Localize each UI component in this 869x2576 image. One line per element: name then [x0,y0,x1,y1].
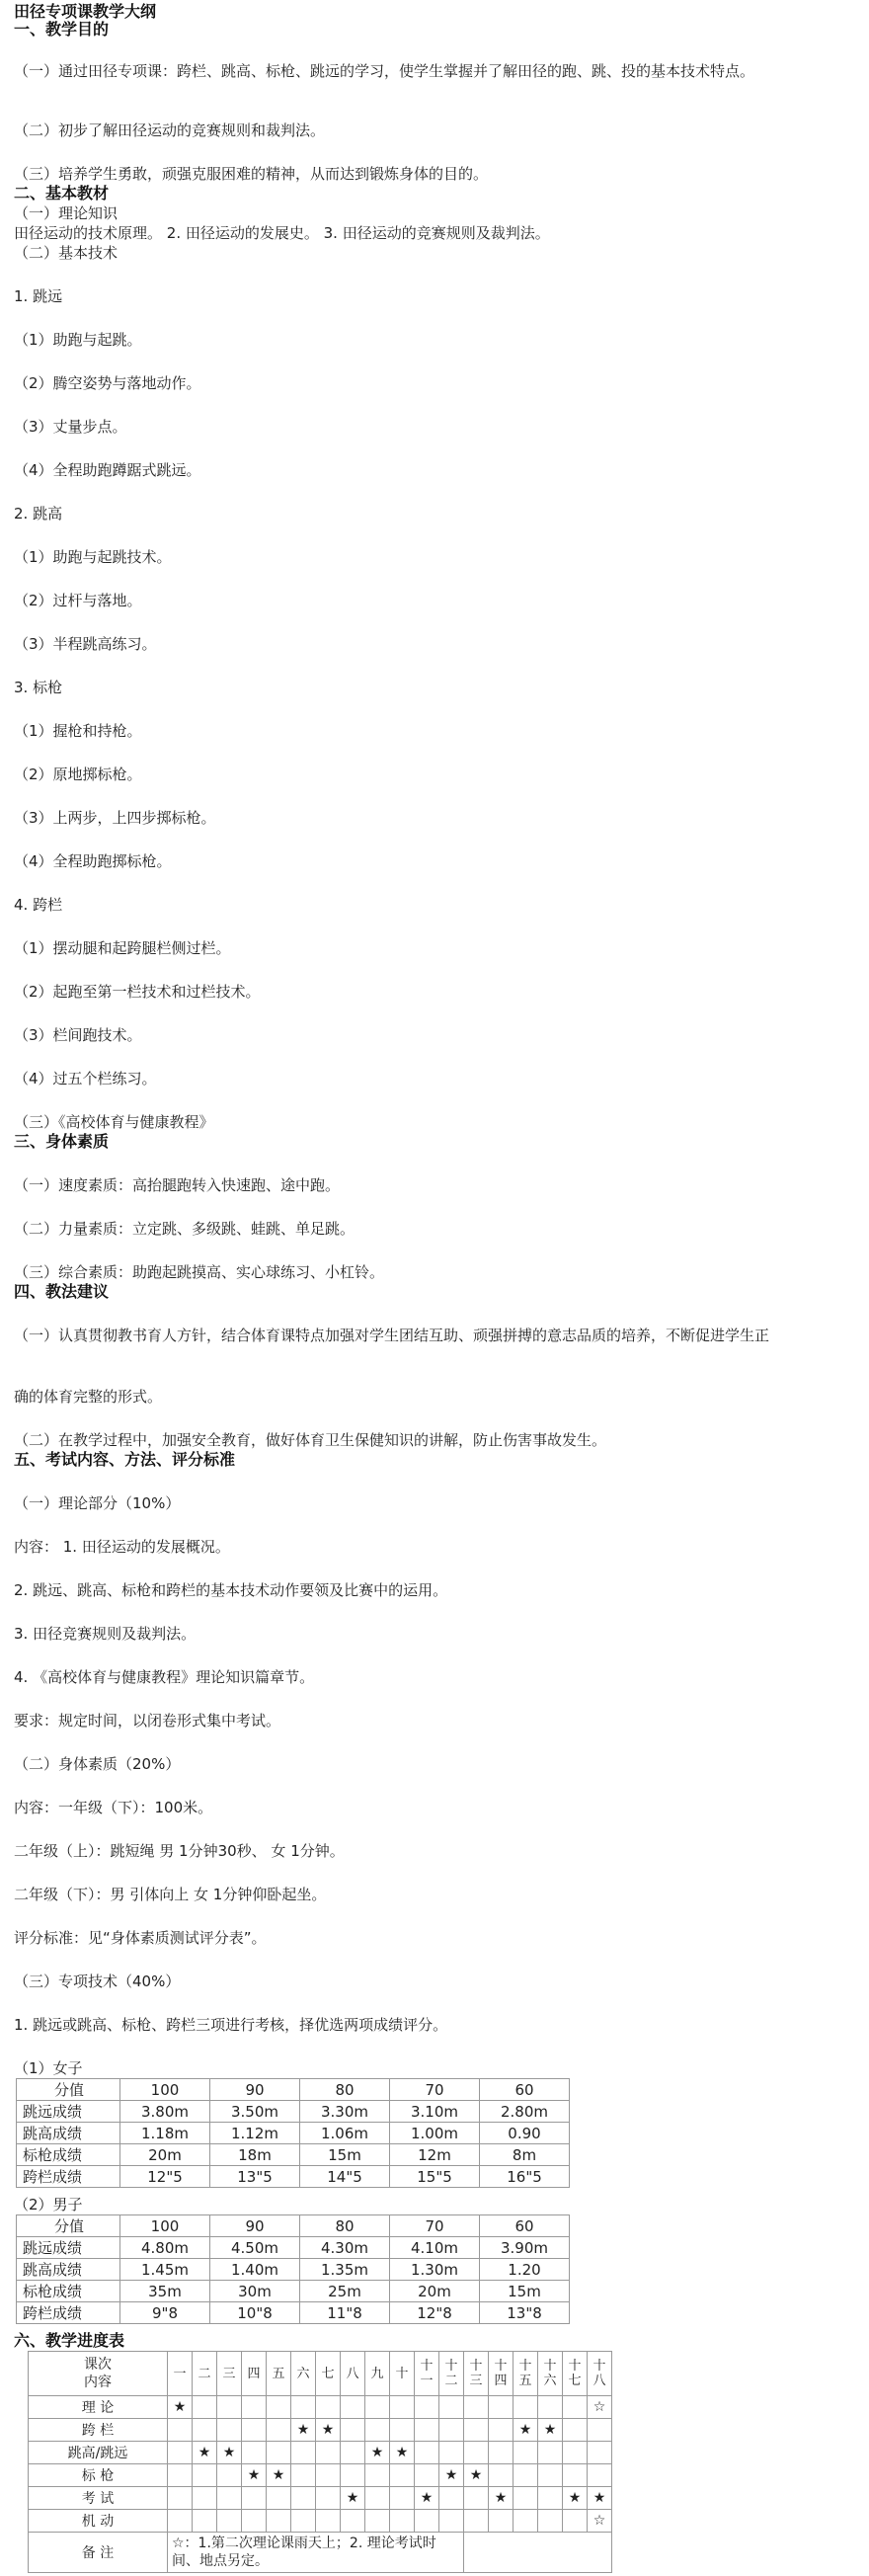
table-cell: 14"5 [300,2166,390,2188]
schedule-cell [365,2419,390,2442]
schedule-header-row [29,2352,612,2396]
schedule-mark: ★ [291,2419,316,2442]
week-header-char: 七 [568,2374,582,2388]
schedule-mark: ★ [390,2442,415,2464]
schedule-note-text: ☆：1.第二次理论课雨天上；2. 理论考试时间、地点另定。 [168,2533,464,2573]
male-score-table [16,2214,570,2324]
list-item: （4）过五个栏练习。 [14,1070,157,1087]
week-header-char: 十 [444,2359,458,2374]
schedule-note-empty [464,2533,612,2573]
schedule-row-label: 跳高/跳远 [29,2442,168,2464]
schedule-row-label: 理 论 [29,2396,168,2419]
schedule-cell [415,2510,439,2533]
schedule-mark: ★ [316,2419,341,2442]
week-header-char: 四 [494,2374,508,2388]
schedule-cell [439,2442,464,2464]
schedule-cell [464,2487,489,2510]
week-header-char: 二 [444,2374,458,2388]
schedule-cell [168,2510,193,2533]
table-row [17,2237,570,2259]
schedule-cell [168,2442,193,2464]
paragraph: 要求：规定时间，以闭卷形式集中考试。 [14,1712,281,1730]
table-cell: 3.50m [210,2101,300,2123]
schedule-mark: ★ [563,2487,588,2510]
section-6-heading: 六、教学进度表 [14,2331,125,2350]
schedule-cell [242,2510,267,2533]
table-cell: 4.80m [120,2237,210,2259]
table-cell: 跨栏成绩 [17,2302,120,2324]
paragraph: （一）速度素质：高抬腿跑转入快速跑、途中跑。 [14,1176,341,1194]
schedule-mark: ★ [415,2487,439,2510]
schedule-cell [341,2442,365,2464]
table-row [17,2166,570,2188]
paragraph: 二年级（上）：跳短绳 男 1分钟30秒、 女 1分钟。 [14,1842,345,1860]
schedule-cell [464,2396,489,2419]
schedule-row [29,2396,612,2419]
schedule-corner-cell [29,2352,168,2396]
week-header-char: 十 [543,2359,557,2374]
table-header-row [17,2079,570,2101]
table-cell: 4.50m [210,2237,300,2259]
table-cell: 1.12m [210,2123,300,2144]
schedule-cell [415,2396,439,2419]
schedule-mark: ★ [193,2442,217,2464]
table-header-cell: 60 [480,2079,570,2101]
list-item: （3）栏间跑技术。 [14,1026,142,1044]
list-item: （3）半程跳高练习。 [14,635,157,653]
schedule-cell [365,2487,390,2510]
schedule-cell [341,2464,365,2487]
week-header-cell [168,2352,193,2396]
table-cell: 12"5 [120,2166,210,2188]
schedule-cell [316,2510,341,2533]
schedule-cell [563,2396,588,2419]
table-cell: 跳高成绩 [17,2259,120,2281]
schedule-mark: ☆ [588,2396,612,2419]
schedule-mark: ★ [365,2442,390,2464]
schedule-row-label: 考 试 [29,2487,168,2510]
subheading: （二）身体素质（20%） [14,1755,181,1773]
paragraph: 1. 跳远或跳高、标枪、跨栏三项进行考核，择优选两项成绩评分。 [14,2016,448,2034]
table-cell: 15"5 [390,2166,480,2188]
section-4-heading: 四、教法建议 [14,1282,110,1301]
list-item: （2）腾空姿势与落地动作。 [14,374,201,392]
table-cell: 20m [390,2281,480,2302]
table-cell: 15m [300,2144,390,2166]
list-heading: 2. 跳高 [14,505,63,523]
schedule-mark: ★ [538,2419,563,2442]
schedule-cell [514,2396,538,2419]
schedule-row [29,2464,612,2487]
list-item: （4）全程助跑蹲踞式跳远。 [14,461,201,479]
schedule-cell [267,2442,291,2464]
schedule-cell [489,2419,514,2442]
table-cell: 4.10m [390,2237,480,2259]
schedule-cell [341,2419,365,2442]
week-header-char: 十 [420,2359,434,2374]
schedule-cell [316,2396,341,2419]
week-header-char: 六 [296,2366,310,2381]
schedule-cell [168,2487,193,2510]
schedule-cell [242,2419,267,2442]
schedule-cell [538,2396,563,2419]
schedule-cell [538,2487,563,2510]
week-header-cell [341,2352,365,2396]
paragraph: 确的体育完整的形式。 [14,1388,163,1406]
paragraph: 田径运动的技术原理。 2. 田径运动的发展史。 3. 田径运动的竞赛规则及裁判法。 [14,224,550,242]
week-header-char: 六 [543,2374,557,2388]
table-cell: 3.30m [300,2101,390,2123]
table-row [17,2259,570,2281]
week-header-cell [193,2352,217,2396]
schedule-row [29,2442,612,2464]
table-header-cell: 70 [390,2215,480,2237]
subheading: （一）理论知识 [14,204,118,222]
week-header-cell [217,2352,242,2396]
table-header-cell: 100 [120,2215,210,2237]
week-header-char: 三 [469,2374,483,2388]
list-item: （4）全程助跑掷标枪。 [14,852,172,870]
schedule-cell [489,2442,514,2464]
schedule-cell [291,2487,316,2510]
table-cell: 0.90 [480,2123,570,2144]
table-cell: 35m [120,2281,210,2302]
paragraph: 评分标准：见“身体素质测试评分表”。 [14,1929,267,1947]
week-header-cell [415,2352,439,2396]
table-cell: 3.90m [480,2237,570,2259]
table-header-cell: 70 [390,2079,480,2101]
week-header-char: 十 [518,2359,532,2374]
table-cell: 跳远成绩 [17,2101,120,2123]
paragraph: （二）初步了解田径运动的竞赛规则和裁判法。 [14,121,326,139]
list-heading: 4. 跨栏 [14,896,63,914]
schedule-mark: ★ [267,2464,291,2487]
schedule-cell [439,2487,464,2510]
table-cell: 9"8 [120,2302,210,2324]
week-header-char: 一 [420,2374,434,2388]
section-2-heading: 二、基本教材 [14,184,110,202]
schedule-mark: ★ [588,2487,612,2510]
schedule-cell [267,2510,291,2533]
schedule-cell [267,2419,291,2442]
schedule-cell [588,2419,612,2442]
schedule-row-label: 跨 栏 [29,2419,168,2442]
schedule-row-label: 标 枪 [29,2464,168,2487]
table-cell: 3.80m [120,2101,210,2123]
paragraph: 2. 跳远、跳高、标枪和跨栏的基本技术动作要领及比赛中的运用。 [14,1581,448,1599]
paragraph: 二年级（下）：男 引体向上 女 1分钟仰卧起坐。 [14,1886,327,1903]
table-cell: 13"8 [480,2302,570,2324]
table-row [17,2302,570,2324]
schedule-cell [168,2419,193,2442]
subheading: （二）基本技术 [14,244,118,262]
schedule-cell [193,2487,217,2510]
table-cell: 25m [300,2281,390,2302]
table-cell: 1.00m [390,2123,480,2144]
table-row [17,2123,570,2144]
schedule-cell [489,2396,514,2419]
section-3-heading: 三、身体素质 [14,1132,110,1151]
week-header-char: 十 [494,2359,508,2374]
table-cell: 跨栏成绩 [17,2166,120,2188]
schedule-cell [489,2464,514,2487]
schedule-cell [538,2510,563,2533]
list-item: （2）原地掷标枪。 [14,765,142,783]
table-cell: 1.40m [210,2259,300,2281]
week-header-char: 一 [173,2366,187,2381]
table-cell: 10"8 [210,2302,300,2324]
schedule-cell [193,2419,217,2442]
schedule-cell [217,2487,242,2510]
paragraph: （一）通过田径专项课：跨栏、跳高、标枪、跳远的学习，使学生掌握并了解田径的跑、跳、投的基本技术特点。 [14,62,755,80]
schedule-note-label: 备 注 [29,2533,168,2573]
week-header-char: 八 [346,2366,359,2381]
week-header-cell [563,2352,588,2396]
table-header-cell: 80 [300,2215,390,2237]
table-cell: 跳高成绩 [17,2123,120,2144]
corner-label-content: 内容 [84,2375,112,2390]
schedule-cell [563,2464,588,2487]
schedule-cell [514,2487,538,2510]
schedule-cell [439,2510,464,2533]
schedule-cell [316,2487,341,2510]
table-row [17,2101,570,2123]
table-cell: 1.35m [300,2259,390,2281]
schedule-mark: ★ [217,2442,242,2464]
schedule-cell [193,2464,217,2487]
schedule-mark: ☆ [588,2510,612,2533]
table-header-cell: 100 [120,2079,210,2101]
paragraph: （三）培养学生勇敢，顽强克服困难的精神，从而达到锻炼身体的目的。 [14,165,489,183]
table-cell: 3.10m [390,2101,480,2123]
week-header-cell [390,2352,415,2396]
schedule-cell [464,2442,489,2464]
week-header-cell [538,2352,563,2396]
table-cell: 20m [120,2144,210,2166]
schedule-cell [563,2442,588,2464]
paragraph: 4. 《高校体育与健康教程》理论知识篇章节。 [14,1668,315,1686]
schedule-cell [267,2487,291,2510]
list-item: （1）助跑与起跳。 [14,331,142,349]
schedule-cell [588,2442,612,2464]
list-heading: 3. 标枪 [14,679,63,696]
week-header-char: 九 [370,2366,384,2381]
list-item: （1）摆动腿和起跨腿栏侧过栏。 [14,939,231,957]
week-header-char: 三 [222,2366,236,2381]
week-header-char: 七 [321,2366,335,2381]
schedule-cell [365,2510,390,2533]
schedule-cell [514,2510,538,2533]
week-header-cell [489,2352,514,2396]
schedule-row [29,2487,612,2510]
table-cell: 15m [480,2281,570,2302]
subheading: （一）理论部分（10%） [14,1494,181,1512]
schedule-cell [291,2442,316,2464]
paragraph: 3. 田径竞赛规则及裁判法。 [14,1625,197,1643]
table-cell: 11"8 [300,2302,390,2324]
paragraph: （三）综合素质：助跑起跳摸高、实心球练习、小杠铃。 [14,1263,385,1281]
schedule-cell [217,2464,242,2487]
week-header-char: 五 [518,2374,532,2388]
table-cell: 标枪成绩 [17,2144,120,2166]
week-header-cell [439,2352,464,2396]
table-header-cell: 分值 [17,2215,120,2237]
schedule-cell [316,2464,341,2487]
paragraph: （二）力量素质：立定跳、多级跳、蛙跳、单足跳。 [14,1220,356,1238]
paragraph: （一）认真贯彻教书育人方针，结合体育课特点加强对学生团结互助、顽强拼搏的意志品质的培养，不断促进学生正 [14,1327,770,1344]
schedule-cell [217,2419,242,2442]
list-item: （2）起跑至第一栏技术和过栏技术。 [14,983,261,1001]
female-score-table [16,2078,570,2188]
table-header-row [17,2215,570,2237]
schedule-mark: ★ [242,2464,267,2487]
female-table-label: （1）女子 [14,2059,83,2077]
list-item: （1）助跑与起跳技术。 [14,548,172,566]
week-header-char: 十 [469,2359,483,2374]
schedule-mark: ★ [464,2464,489,2487]
table-cell: 18m [210,2144,300,2166]
schedule-cell [242,2396,267,2419]
corner-label-lessons: 课次 [84,2357,112,2373]
schedule-cell [193,2510,217,2533]
table-header-cell: 80 [300,2079,390,2101]
week-header-cell [242,2352,267,2396]
schedule-cell [365,2396,390,2419]
schedule-cell [390,2419,415,2442]
schedule-cell [341,2396,365,2419]
week-header-char: 十 [568,2359,582,2374]
section-5-heading: 五、考试内容、方法、评分标准 [14,1450,236,1469]
schedule-cell [415,2419,439,2442]
table-cell: 16"5 [480,2166,570,2188]
list-item: （2）过杆与落地。 [14,592,142,609]
schedule-row [29,2419,612,2442]
schedule-cell [415,2464,439,2487]
schedule-mark: ★ [168,2396,193,2419]
schedule-cell [538,2464,563,2487]
document-title: 田径专项课教学大纲 [14,2,157,21]
schedule-cell [217,2396,242,2419]
schedule-cell [464,2419,489,2442]
schedule-cell [563,2419,588,2442]
list-item: （3）上两步，上四步掷标枪。 [14,809,216,827]
table-cell: 30m [210,2281,300,2302]
schedule-cell [242,2487,267,2510]
schedule-cell [193,2396,217,2419]
schedule-cell [514,2464,538,2487]
schedule-note-row [29,2533,612,2573]
table-header-cell: 90 [210,2215,300,2237]
schedule-cell [439,2419,464,2442]
table-cell: 4.30m [300,2237,390,2259]
subheading: （三）专项技术（40%） [14,1972,181,1990]
schedule-cell [538,2442,563,2464]
table-cell: 1.45m [120,2259,210,2281]
schedule-cell [341,2510,365,2533]
week-header-char: 二 [198,2366,211,2381]
section-1-heading: 一、教学目的 [14,20,110,39]
table-cell: 标枪成绩 [17,2281,120,2302]
week-header-cell [588,2352,612,2396]
week-header-cell [316,2352,341,2396]
male-table-label: （2）男子 [14,2196,83,2214]
schedule-cell [439,2396,464,2419]
week-header-char: 十 [592,2359,606,2374]
table-cell: 13"5 [210,2166,300,2188]
list-item: （1）握枪和持枪。 [14,722,142,740]
schedule-cell [217,2510,242,2533]
subheading: （三）《高校体育与健康教程》 [14,1113,214,1131]
table-cell: 2.80m [480,2101,570,2123]
schedule-cell [563,2510,588,2533]
paragraph: 内容： 1. 田径运动的发展概况。 [14,1538,230,1556]
table-cell: 1.30m [390,2259,480,2281]
schedule-cell [415,2442,439,2464]
table-cell: 12m [390,2144,480,2166]
week-header-cell [365,2352,390,2396]
schedule-mark: ★ [489,2487,514,2510]
schedule-cell [390,2510,415,2533]
list-heading: 1. 跳远 [14,287,63,305]
table-row [17,2281,570,2302]
schedule-row-label: 机 动 [29,2510,168,2533]
table-row [17,2144,570,2166]
schedule-mark: ★ [514,2419,538,2442]
table-cell: 12"8 [390,2302,480,2324]
table-cell: 8m [480,2144,570,2166]
week-header-cell [464,2352,489,2396]
list-item: （3）丈量步点。 [14,418,127,436]
schedule-cell [390,2487,415,2510]
week-header-cell [514,2352,538,2396]
schedule-mark: ★ [439,2464,464,2487]
table-header-cell: 分值 [17,2079,120,2101]
table-cell: 1.18m [120,2123,210,2144]
week-header-char: 四 [247,2366,261,2381]
week-header-char: 八 [592,2374,606,2388]
table-cell: 1.06m [300,2123,390,2144]
schedule-cell [242,2442,267,2464]
schedule-cell [365,2464,390,2487]
schedule-cell [514,2442,538,2464]
table-cell: 1.20 [480,2259,570,2281]
schedule-cell [267,2396,291,2419]
schedule-cell [390,2464,415,2487]
schedule-cell [489,2510,514,2533]
schedule-cell [291,2510,316,2533]
schedule-mark: ★ [341,2487,365,2510]
week-header-cell [267,2352,291,2396]
table-cell: 跳远成绩 [17,2237,120,2259]
schedule-table [28,2351,612,2573]
schedule-cell [390,2396,415,2419]
week-header-char: 十 [395,2366,409,2381]
schedule-cell [291,2396,316,2419]
table-header-cell: 90 [210,2079,300,2101]
week-header-cell [291,2352,316,2396]
table-header-cell: 60 [480,2215,570,2237]
paragraph: （二）在教学过程中，加强安全教育，做好体育卫生保健知识的讲解，防止伤害事故发生。 [14,1431,607,1449]
paragraph: 内容：一年级（下）：100米。 [14,1799,213,1816]
schedule-row [29,2510,612,2533]
week-header-char: 五 [272,2366,285,2381]
schedule-cell [464,2510,489,2533]
schedule-cell [588,2464,612,2487]
schedule-cell [291,2464,316,2487]
schedule-cell [316,2442,341,2464]
schedule-cell [168,2464,193,2487]
